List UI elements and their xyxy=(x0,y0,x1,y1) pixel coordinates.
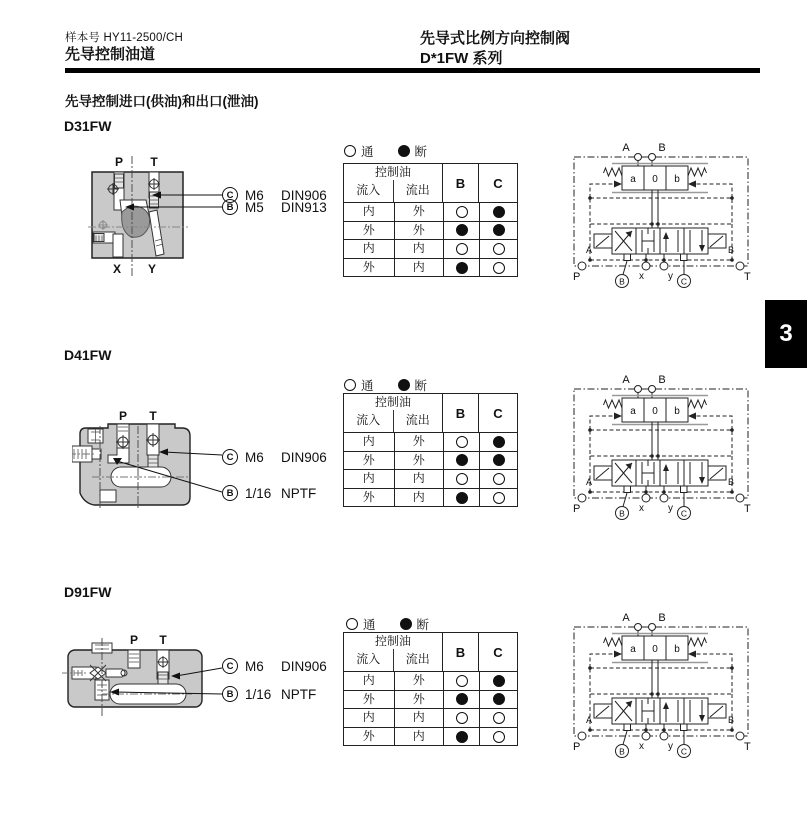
schematic-port-t: T xyxy=(744,741,751,753)
hydraulic-schematic-d91fw xyxy=(566,610,756,760)
port-b-state-cell xyxy=(443,203,479,221)
state-circle-icon xyxy=(493,473,505,485)
flow-in-cell: 外 xyxy=(362,259,375,274)
legend-open-label: 通 xyxy=(361,145,374,159)
state-circle-icon xyxy=(456,675,468,687)
col-header-b: B xyxy=(443,164,479,202)
port-c-state-cell xyxy=(479,728,517,746)
header-rule xyxy=(65,68,760,73)
open-circle-icon xyxy=(346,618,358,630)
table-row xyxy=(344,433,517,451)
schematic-port-y: y xyxy=(668,271,673,282)
table-row xyxy=(344,488,517,507)
pilot-pos-0: 0 xyxy=(652,644,658,655)
col-header-c: C xyxy=(493,644,503,660)
port-label-t: T xyxy=(149,409,157,423)
callout-standard: NPTF xyxy=(281,686,317,702)
callout-spec: M5 xyxy=(245,199,264,215)
state-circle-icon xyxy=(493,454,505,466)
schematic-port-a: A xyxy=(622,612,630,624)
pilot-pos-a: a xyxy=(630,644,636,655)
schematic-port-t: T xyxy=(744,503,751,515)
callout-ref-circle: C xyxy=(222,658,238,674)
callout-ref-circle: C xyxy=(222,449,238,465)
schematic-port-p: P xyxy=(573,271,581,283)
schematic-port-p: P xyxy=(573,741,581,753)
section-title-d91fw: D91FW xyxy=(64,584,112,600)
state-circle-icon xyxy=(493,675,505,687)
solenoid-label-b: B xyxy=(728,477,735,487)
flow-out-cell: 内 xyxy=(394,240,444,258)
callout-standard: DIN906 xyxy=(281,658,327,674)
table-row xyxy=(344,727,517,746)
port-label-y: Y xyxy=(147,262,157,276)
table-row xyxy=(344,258,517,277)
flow-in-cell: 外 xyxy=(362,452,375,467)
col-header-b: B xyxy=(443,633,479,671)
flow-in-cell: 内 xyxy=(362,710,375,725)
port-label-t: T xyxy=(159,633,167,647)
solenoid-label-a: A xyxy=(585,245,592,255)
callout-standard: DIN913 xyxy=(281,199,327,215)
legend-d31fw xyxy=(344,142,427,160)
state-circle-icon xyxy=(493,224,505,236)
pilot-pos-b: b xyxy=(674,644,680,655)
plug-ref-c: C xyxy=(680,508,688,519)
col-header-in: 流入 xyxy=(356,183,381,197)
callout-ref-circle: B xyxy=(222,485,238,501)
col-header-in: 流入 xyxy=(356,413,381,427)
table-body xyxy=(344,203,517,276)
series-name: D*1FW 系列 xyxy=(420,50,503,67)
legend-closed-label: 断 xyxy=(416,618,430,632)
port-b-state-cell xyxy=(443,452,479,470)
legend-d41fw xyxy=(344,376,427,394)
col-header-out: 流出 xyxy=(393,180,443,202)
state-circle-icon xyxy=(456,436,468,448)
solenoid-label-a: A xyxy=(585,715,592,725)
state-circle-icon xyxy=(493,436,505,448)
table-body xyxy=(344,433,517,506)
state-table-d41fw xyxy=(343,393,518,507)
state-circle-icon xyxy=(456,262,468,274)
schematic-port-x: x xyxy=(639,741,644,752)
callout-standard: DIN906 xyxy=(281,449,327,465)
callout-ref-circle: B xyxy=(222,686,238,702)
port-c-state-cell xyxy=(479,470,517,488)
flow-in-cell: 外 xyxy=(362,489,375,504)
callout-spec: M6 xyxy=(245,187,264,203)
flow-out-cell: 外 xyxy=(394,672,444,690)
state-circle-icon xyxy=(456,693,468,705)
port-b-state-cell xyxy=(443,691,479,709)
callout-standard: DIN906 xyxy=(281,187,327,203)
table-body xyxy=(344,672,517,745)
flow-in-cell: 外 xyxy=(362,691,375,706)
schematic-port-y: y xyxy=(668,741,673,752)
pilot-pos-a: a xyxy=(630,174,636,185)
callout-ref-circle: B xyxy=(222,199,238,215)
state-circle-icon xyxy=(456,243,468,255)
section-title-d41fw: D41FW xyxy=(64,347,112,363)
callout-ref-circle: C xyxy=(222,187,238,203)
col-header-out: 流出 xyxy=(393,410,443,432)
legend-d91fw xyxy=(346,615,429,633)
table-row xyxy=(344,690,517,709)
group-header: 控制油 xyxy=(374,395,411,409)
state-circle-icon xyxy=(493,262,505,274)
flow-in-cell: 外 xyxy=(362,222,375,237)
page-right-title: 先导式比例方向控制阀 xyxy=(420,30,571,47)
schematic-port-x: x xyxy=(639,503,644,514)
table-row xyxy=(344,221,517,240)
solenoid-label-a: A xyxy=(585,477,592,487)
callout-b-d31fw xyxy=(222,198,327,216)
table-row xyxy=(344,708,517,727)
col-header-in: 流入 xyxy=(356,652,381,666)
solenoid-label-b: B xyxy=(728,245,735,255)
port-c-state-cell xyxy=(479,203,517,221)
flow-out-cell: 内 xyxy=(394,489,444,507)
port-label-t: T xyxy=(150,155,158,169)
callout-c-d41fw xyxy=(222,448,327,466)
flow-out-cell: 外 xyxy=(394,433,444,451)
plug-ref-b: B xyxy=(619,508,625,519)
callout-standard: NPTF xyxy=(281,485,317,501)
state-circle-icon xyxy=(493,731,505,743)
flow-out-cell: 内 xyxy=(394,709,444,727)
port-c-state-cell xyxy=(479,240,517,258)
flow-in-cell: 内 xyxy=(362,241,375,256)
state-circle-icon xyxy=(456,712,468,724)
port-b-state-cell xyxy=(443,222,479,240)
state-circle-icon xyxy=(493,206,505,218)
state-circle-icon xyxy=(456,206,468,218)
flow-out-cell: 外 xyxy=(394,452,444,470)
pilot-circuit-svg xyxy=(566,610,756,760)
pilot-circuit-svg xyxy=(566,140,756,290)
port-label-p: P xyxy=(114,155,124,169)
callout-spec: 1/16 xyxy=(245,485,272,501)
flow-out-cell: 内 xyxy=(394,259,444,277)
flow-in-cell: 外 xyxy=(362,728,375,743)
closed-circle-icon xyxy=(398,145,410,157)
callout-spec: M6 xyxy=(245,658,264,674)
flow-out-cell: 内 xyxy=(394,728,444,746)
state-table-d31fw xyxy=(343,163,518,277)
schematic-port-a: A xyxy=(622,374,630,386)
valve-cross-section-d41fw xyxy=(72,396,222,521)
table-row xyxy=(344,239,517,258)
port-label-p: P xyxy=(129,633,139,647)
callout-c-d91fw xyxy=(222,657,327,675)
port-b-state-cell xyxy=(443,470,479,488)
callout-b-d91fw xyxy=(222,685,316,703)
flow-in-cell: 内 xyxy=(362,673,375,687)
port-b-state-cell xyxy=(443,259,479,277)
state-circle-icon xyxy=(456,731,468,743)
plug-ref-c: C xyxy=(680,276,688,287)
flow-out-cell: 外 xyxy=(394,203,444,221)
legend-closed-label: 断 xyxy=(414,379,428,393)
schematic-port-b: B xyxy=(658,142,666,154)
table-row xyxy=(344,672,517,690)
port-b-state-cell xyxy=(443,240,479,258)
valve-cross-section-d31fw xyxy=(88,148,223,283)
closed-circle-icon xyxy=(398,379,410,391)
flow-out-cell: 外 xyxy=(394,222,444,240)
schematic-port-a: A xyxy=(622,142,630,154)
plug-ref-b: B xyxy=(619,746,625,757)
schematic-port-p: P xyxy=(573,503,581,515)
legend-open-label: 通 xyxy=(363,618,376,632)
table-header xyxy=(344,394,517,433)
state-circle-icon xyxy=(493,693,505,705)
port-c-state-cell xyxy=(479,433,517,451)
port-b-state-cell xyxy=(443,433,479,451)
state-circle-icon xyxy=(493,712,505,724)
pilot-pos-0: 0 xyxy=(652,406,658,417)
port-b-state-cell xyxy=(443,728,479,746)
schematic-port-b: B xyxy=(658,612,666,624)
pilot-pos-b: b xyxy=(674,174,680,185)
col-header-out: 流出 xyxy=(393,649,443,671)
callout-spec: M6 xyxy=(245,449,264,465)
port-b-state-cell xyxy=(443,672,479,690)
state-circle-icon xyxy=(456,454,468,466)
pilot-pos-b: b xyxy=(674,406,680,417)
port-b-state-cell xyxy=(443,489,479,507)
schematic-port-t: T xyxy=(744,271,751,283)
hydraulic-schematic-d41fw xyxy=(566,372,756,522)
flow-in-cell: 内 xyxy=(362,204,375,218)
state-circle-icon xyxy=(456,473,468,485)
col-header-b: B xyxy=(443,394,479,432)
plug-ref-c: C xyxy=(680,746,688,757)
port-b-state-cell xyxy=(443,709,479,727)
callout-b-d41fw xyxy=(222,484,316,502)
state-circle-icon xyxy=(456,224,468,236)
port-c-state-cell xyxy=(479,259,517,277)
closed-circle-icon xyxy=(400,618,412,630)
chapter-tab: 3 xyxy=(765,300,807,368)
table-row xyxy=(344,451,517,470)
schematic-port-x: x xyxy=(639,271,644,282)
open-circle-icon xyxy=(344,145,356,157)
callout-spec: 1/16 xyxy=(245,686,272,702)
group-header: 控制油 xyxy=(374,165,411,179)
flow-out-cell: 内 xyxy=(394,470,444,488)
schematic-port-y: y xyxy=(668,503,673,514)
port-label-p: P xyxy=(118,409,128,423)
state-circle-icon xyxy=(456,492,468,504)
port-c-state-cell xyxy=(479,672,517,690)
legend-open-label: 通 xyxy=(361,379,374,393)
hydraulic-schematic-d31fw xyxy=(566,140,756,290)
table-row xyxy=(344,203,517,221)
group-header: 控制油 xyxy=(374,634,411,648)
spool-cavity xyxy=(122,206,150,237)
col-header-c: C xyxy=(493,405,503,421)
state-table-d91fw xyxy=(343,632,518,746)
section-subtitle: 先导控制进口(供油)和出口(泄油) xyxy=(65,94,259,109)
pilot-pos-0: 0 xyxy=(652,174,658,185)
port-c-state-cell xyxy=(479,709,517,727)
port-c-state-cell xyxy=(479,452,517,470)
col-header-c: C xyxy=(493,175,503,191)
table-header xyxy=(344,633,517,672)
plug-ref-b: B xyxy=(619,276,625,287)
flow-in-cell: 内 xyxy=(362,471,375,486)
open-circle-icon xyxy=(344,379,356,391)
doc-number: 样本号 HY11-2500/CH xyxy=(65,32,184,44)
legend-closed-label: 断 xyxy=(414,145,428,159)
section-title-d31fw: D31FW xyxy=(64,118,112,134)
flow-in-cell: 内 xyxy=(362,434,375,448)
state-circle-icon xyxy=(493,243,505,255)
page-left-title: 先导控制油道 xyxy=(65,46,156,63)
valve-cross-section-d91fw xyxy=(62,630,222,730)
port-c-state-cell xyxy=(479,222,517,240)
flow-out-cell: 外 xyxy=(394,691,444,709)
table-header xyxy=(344,164,517,203)
pilot-circuit-svg xyxy=(566,372,756,522)
port-label-x: X xyxy=(112,262,122,276)
pilot-pos-a: a xyxy=(630,406,636,417)
state-circle-icon xyxy=(493,492,505,504)
port-c-state-cell xyxy=(479,489,517,507)
table-row xyxy=(344,469,517,488)
solenoid-label-b: B xyxy=(728,715,735,725)
schematic-port-b: B xyxy=(658,374,666,386)
port-c-state-cell xyxy=(479,691,517,709)
